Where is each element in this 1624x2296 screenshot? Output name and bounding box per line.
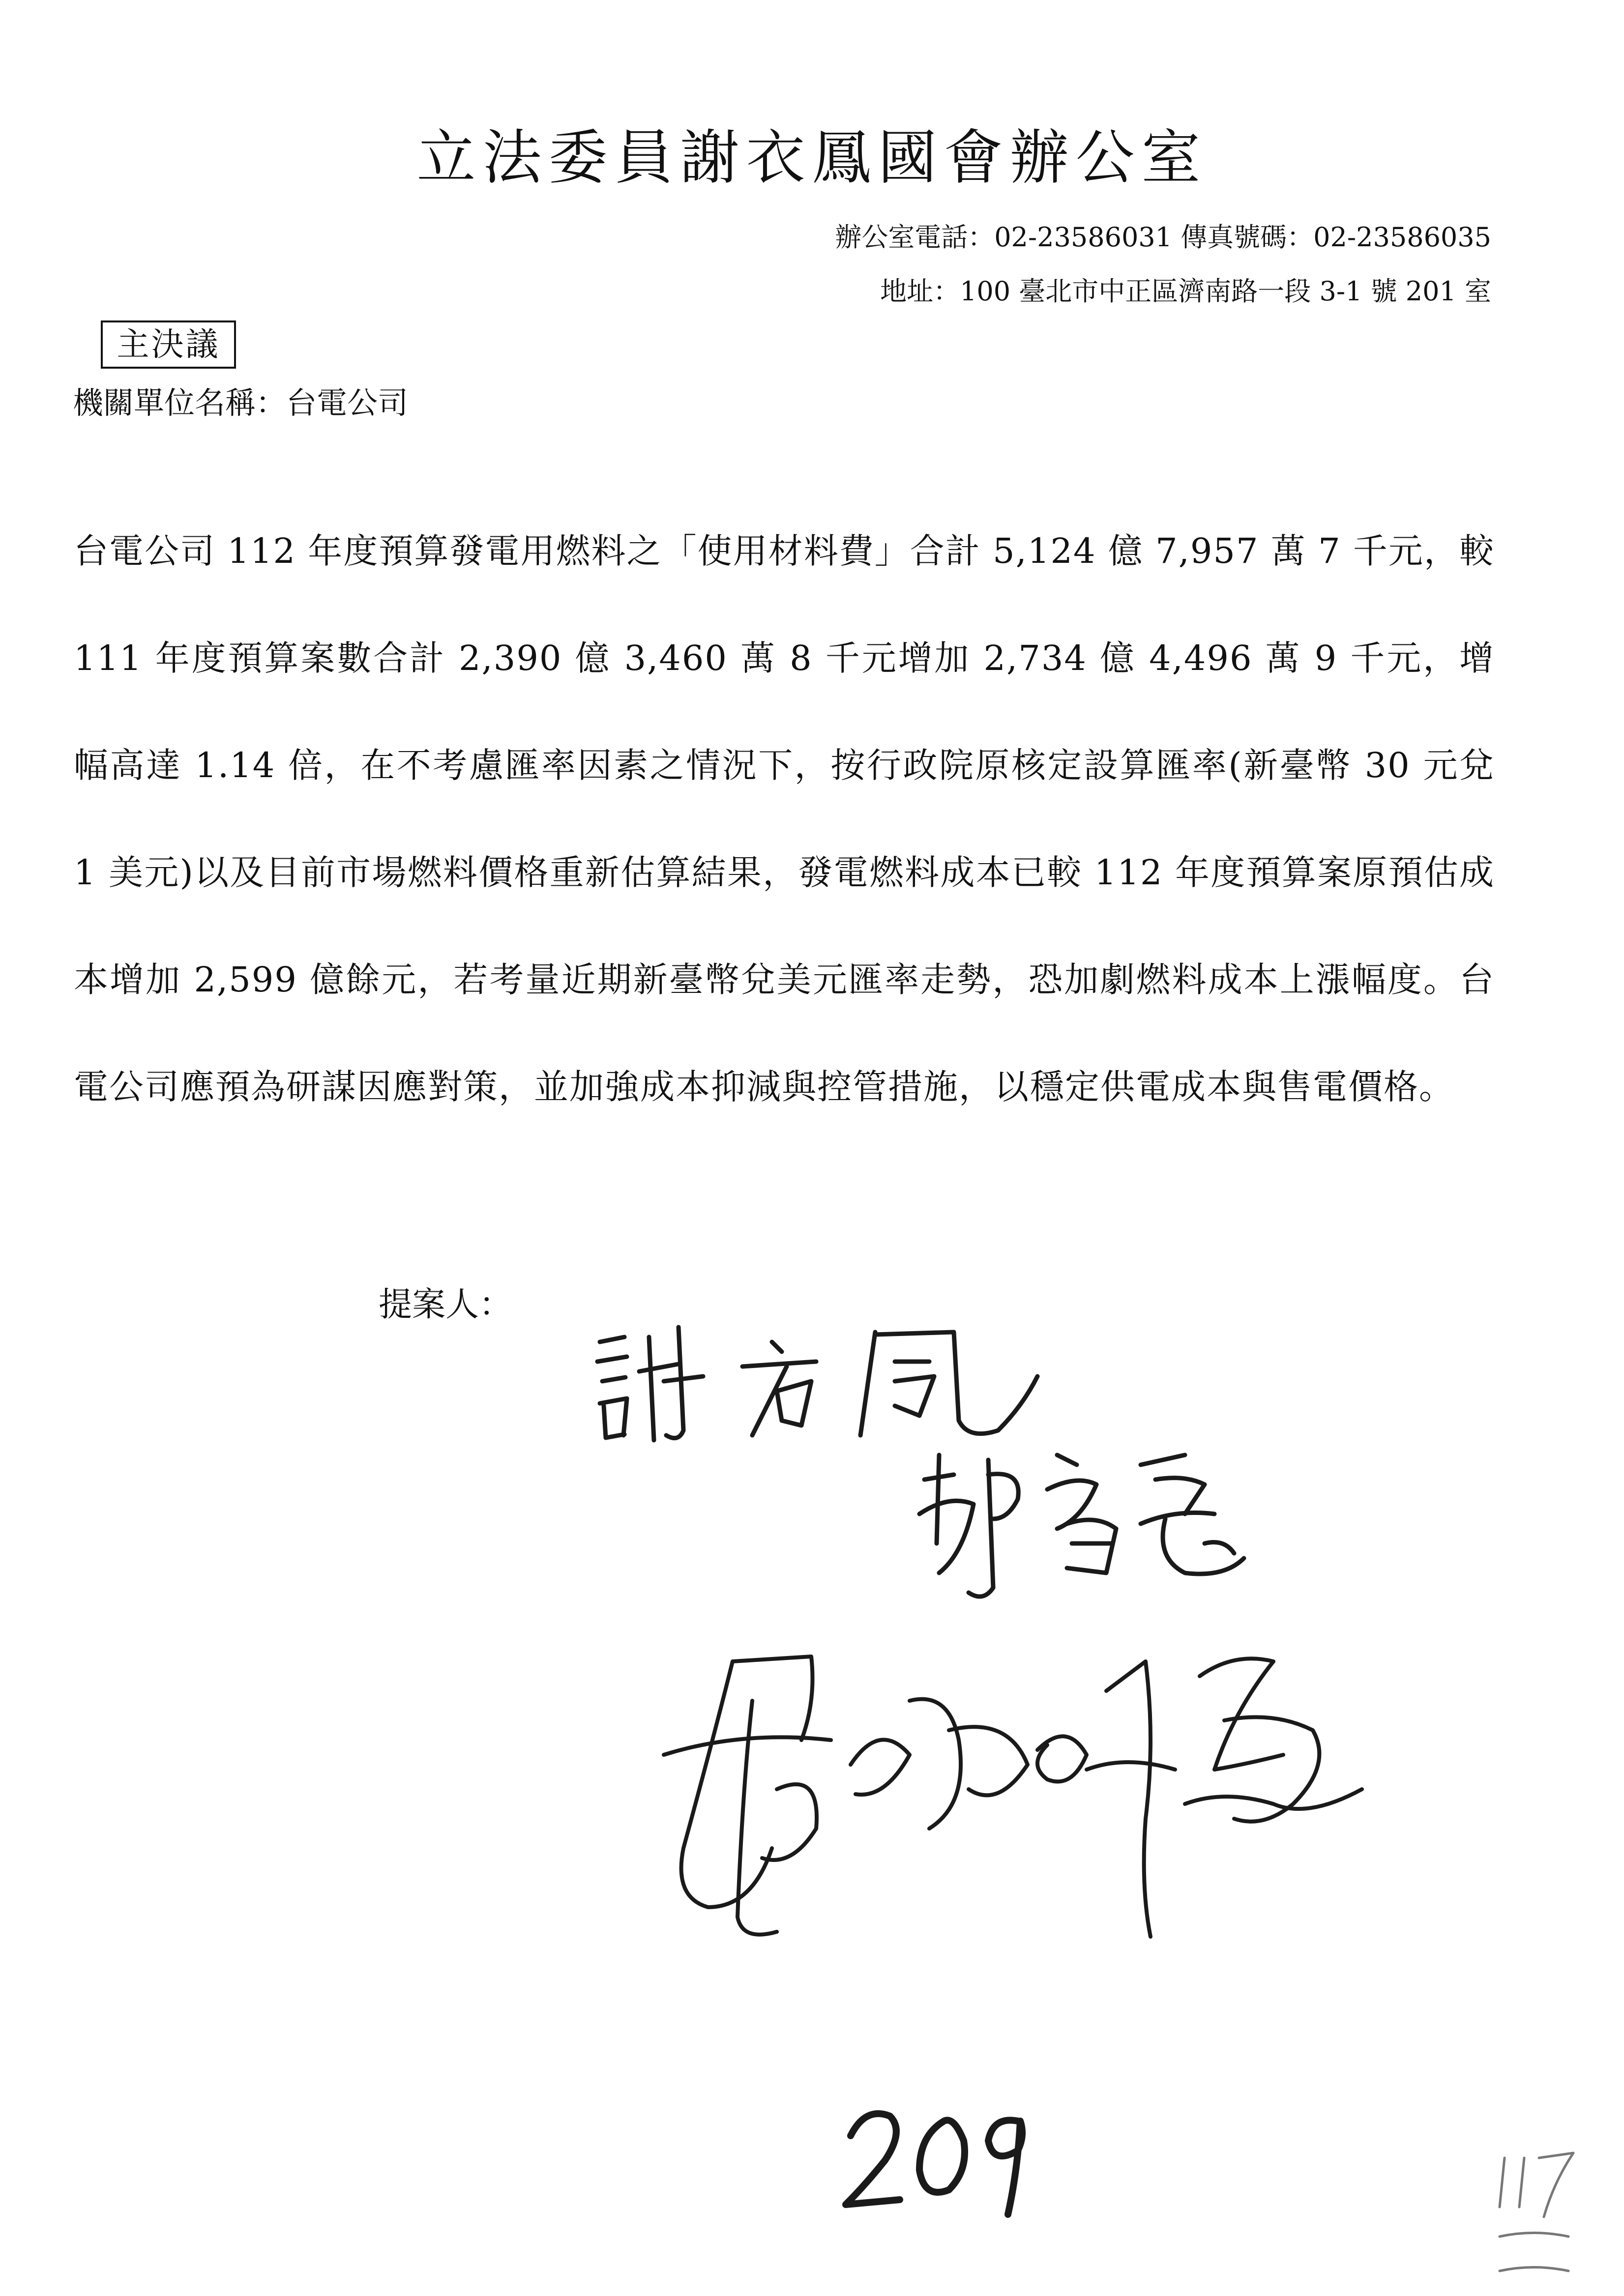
signature-1 [580, 1308, 1052, 1455]
agency-name-line: 機關單位名稱：台電公司 [73, 385, 409, 421]
page-number [831, 2096, 1042, 2219]
corner-mark-handwriting [1480, 2138, 1578, 2286]
proposer-label: 提案人： [379, 1285, 513, 1324]
contact-line: 辦公室電話：02-23586031 傳真號碼：02-23586035 [835, 222, 1491, 253]
resolution-type-label: 主決議 [101, 320, 236, 369]
resolution-body: 台電公司 112 年度預算發電用燃料之「使用材料費」合計 5,124 億 7,957 萬 7 千元，較 111 年度預算案數合計 2,390 億 3,460 萬 8 千元增加 2,734 億 4,496 萬 9 千元，增幅高達 1.14 倍，在不考慮匯率因素之情況下，按行政院原核定設算匯率(新臺幣 30 元兌 1 美元)以及目前市場燃料價格重新估算結果，發電燃料成本已較 112 年度預算案原預估成本增加 2,599 億餘元，若考量近期新臺幣兌美元匯率走勢，恐加劇燃料成本上漲幅度。台電公司應預為研謀因應對策，並加強成本抑減與控管措施，以穩定供電成本與售電價格。 [74, 531, 1495, 1107]
corner-mark-text [1578, 2138, 1579, 2139]
page-number-text [1042, 2096, 1043, 2097]
signature-3 [654, 1642, 1372, 1947]
signature-2 [910, 1445, 1264, 1627]
address-line: 地址：100 臺北市中正區濟南路一段 3-1 號 201 室 [880, 276, 1491, 307]
page-number-handwriting [831, 2096, 1042, 2219]
office-title: 立法委員謝衣鳳國會辦公室 [416, 124, 1208, 192]
corner-pencil-mark [1480, 2138, 1578, 2286]
